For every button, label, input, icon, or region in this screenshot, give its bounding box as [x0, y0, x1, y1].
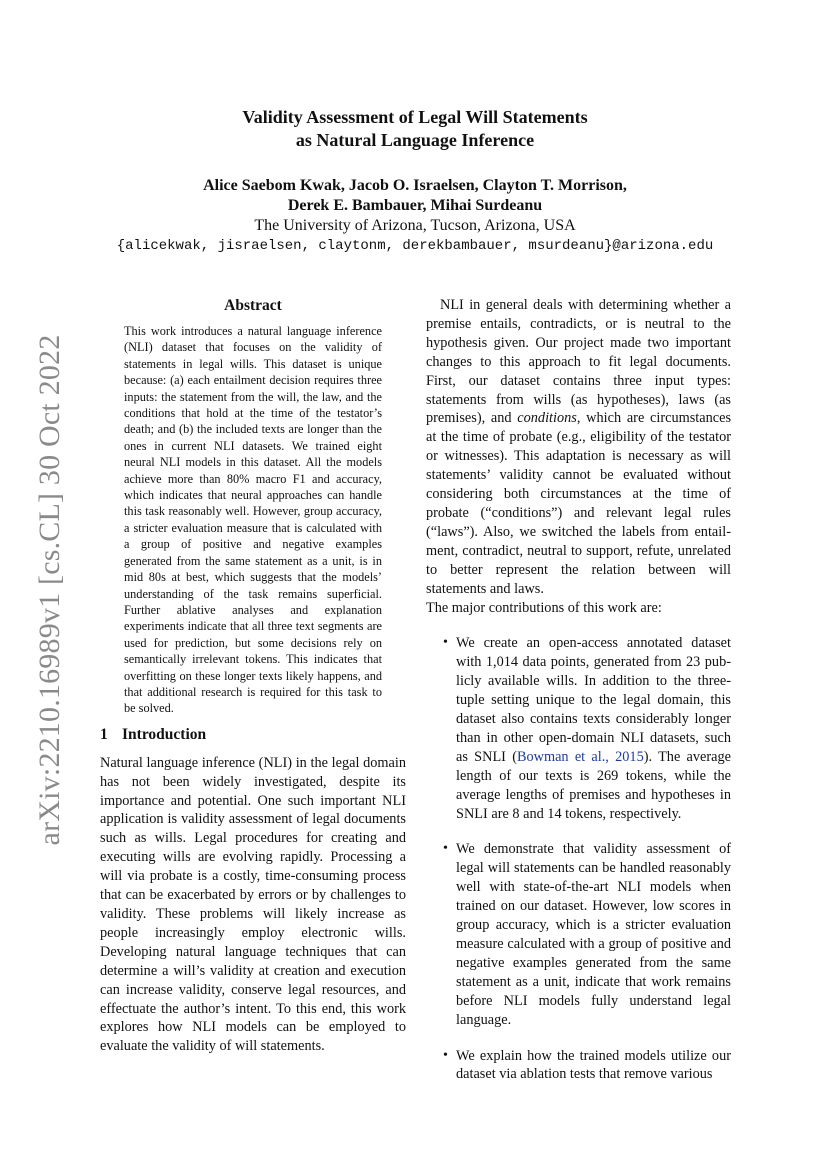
bullet-icon: •: [443, 635, 448, 651]
title-line-2: as Natural Language Inference: [295, 130, 535, 150]
contribution-text-cont: ). The average length of our texts is 269 tokens, while the average lengths of premises and hypotheses in SNLI are 8 and 14 tokens, respectively.: [456, 748, 731, 822]
bullet-icon: •: [443, 841, 448, 857]
contributions-intro: The major contributions of this work are:: [426, 599, 662, 616]
arxiv-identifier: arXiv:2210.16989v1 [cs.CL] 30 Oct 2022: [33, 334, 66, 846]
contribution-text: We explain how the trained models utilize our dataset via ablation tests that remove various: [456, 1047, 731, 1083]
abstract-text: This work introduces a natural language inference (NLI) dataset that focuses on the validity of statements in legal wills. This dataset is unique because: (a) each entailment decision requires three inputs: the statement from the will, the law, and the conditions that hold at the time of the testator’s death; and (b) the included texts are longer than the ones in current NLI datasets. We trained eight neural NLI models in this dataset. All the models achieve more than 80% macro F1 and accuracy, which indicates that neural approaches can handle this task reasonably well. However, group accuracy, a stricter evaluation measure that is calculated with a group of positive and negative examples generated from the same statement as a unit, is in mid 80s at best, which suggests that the models’ understanding of the task remains superficial. Further ablative analyses and explanation experiments indicate that all three text segments are used for prediction, but some decisions rely on semantically irrelevant tokens. This indicates that overfitting on these longer texts likely happens, and that additional research is required for this task to be solved.: [124, 324, 382, 716]
author-block: [100, 176, 730, 256]
contribution-text: We create an open-access annotated dataset with 1,014 data points, generated from 23 publicly available wills. In addition to the three-tuple setting unique to the legal domain, this dataset also contains texts considerably longer than in other open-domain NLI datasets, such as SNLI (: [456, 635, 731, 765]
author-emails: {alicekwak, jisraelsen, claytonm, derekbambauer, msurdeanu}@arizona.edu: [116, 238, 714, 254]
citation-link[interactable]: Bowman et al., 2015: [516, 748, 644, 765]
right-column: [426, 296, 731, 1084]
contribution-item: [426, 840, 731, 1029]
left-column: [100, 296, 406, 1056]
intro-paragraph-2-part-a: NLI in general deals with determining whether a premise entails, contradicts, or is neutral to the hypothesis given. Our project made two important changes to this approach to fit legal documents. First, our dataset contains three input types: statements from wills (as hypotheses), laws (as premises), and: [426, 297, 731, 427]
affiliation: The University of Arizona, Tucson, Arizona, USA: [254, 217, 576, 234]
author-names-line-1: Alice Saebom Kwak, Jacob O. Israelsen, Clayton T. Morrison,: [203, 177, 627, 194]
contributions-list: [426, 634, 731, 1084]
contribution-text: We demonstrate that validity assessment of legal will statements can be handled reasonably well with state-of-the-art NLI models when trained on our dataset. However, low scores in group accuracy, which is a stricter evaluation measure calculated with a group of positive and negative examples generated from the same statement as a unit, indicate that work remains before NLI models fully understand legal language.: [456, 841, 731, 1028]
bullet-icon: •: [443, 1047, 448, 1063]
conditions-emphasis: conditions: [517, 410, 577, 427]
intro-paragraph-2: [426, 296, 731, 599]
contribution-item: [426, 1047, 731, 1085]
author-names-line-2: Derek E. Bambauer, Mihai Surdeanu: [287, 197, 543, 214]
paper-title: [100, 106, 730, 152]
intro-paragraph-1: Natural language inference (NLI) in the legal domain has not been widely investigated, despite its importance and potential. One such important NLI application is validity assessment of legal documents such as wills. Legal procedures for creating and executing wills are evolving rapidly. Processing a will via probate is a costly, time-consuming process that can be exacerbated by errors or by challenges to validity. These problems will likely increase as people increasingly employ electronic wills. Developing natural language techniques that can determine a will’s validity at creation and execution can increase validity, conserve legal resources, and effectuate the author’s intent. To this end, this work explores how NLI models can be employed to evaluate the validity of will statements.: [100, 754, 406, 1055]
section-title: Introduction: [122, 725, 207, 743]
section-heading-introduction: [100, 725, 406, 745]
abstract-heading: Abstract: [224, 297, 282, 314]
intro-paragraph-2-part-b: , which are circumstances at the time of probate (e.g., eligibility of the testator or witnesses). This adaptation is necessary as will statements’ validity cannot be evaluated without considering both circumstances at the time of probate (“conditions”) and relevant legal rules (“laws”). Also, we switched the labels from entailment, contradict, neutral to support, refute, unrelated to better represent the relation between will statements and laws.: [426, 410, 732, 597]
contribution-item: [426, 634, 731, 823]
title-line-1: Validity Assessment of Legal Will Statements: [242, 107, 588, 127]
section-number: 1: [100, 725, 108, 743]
